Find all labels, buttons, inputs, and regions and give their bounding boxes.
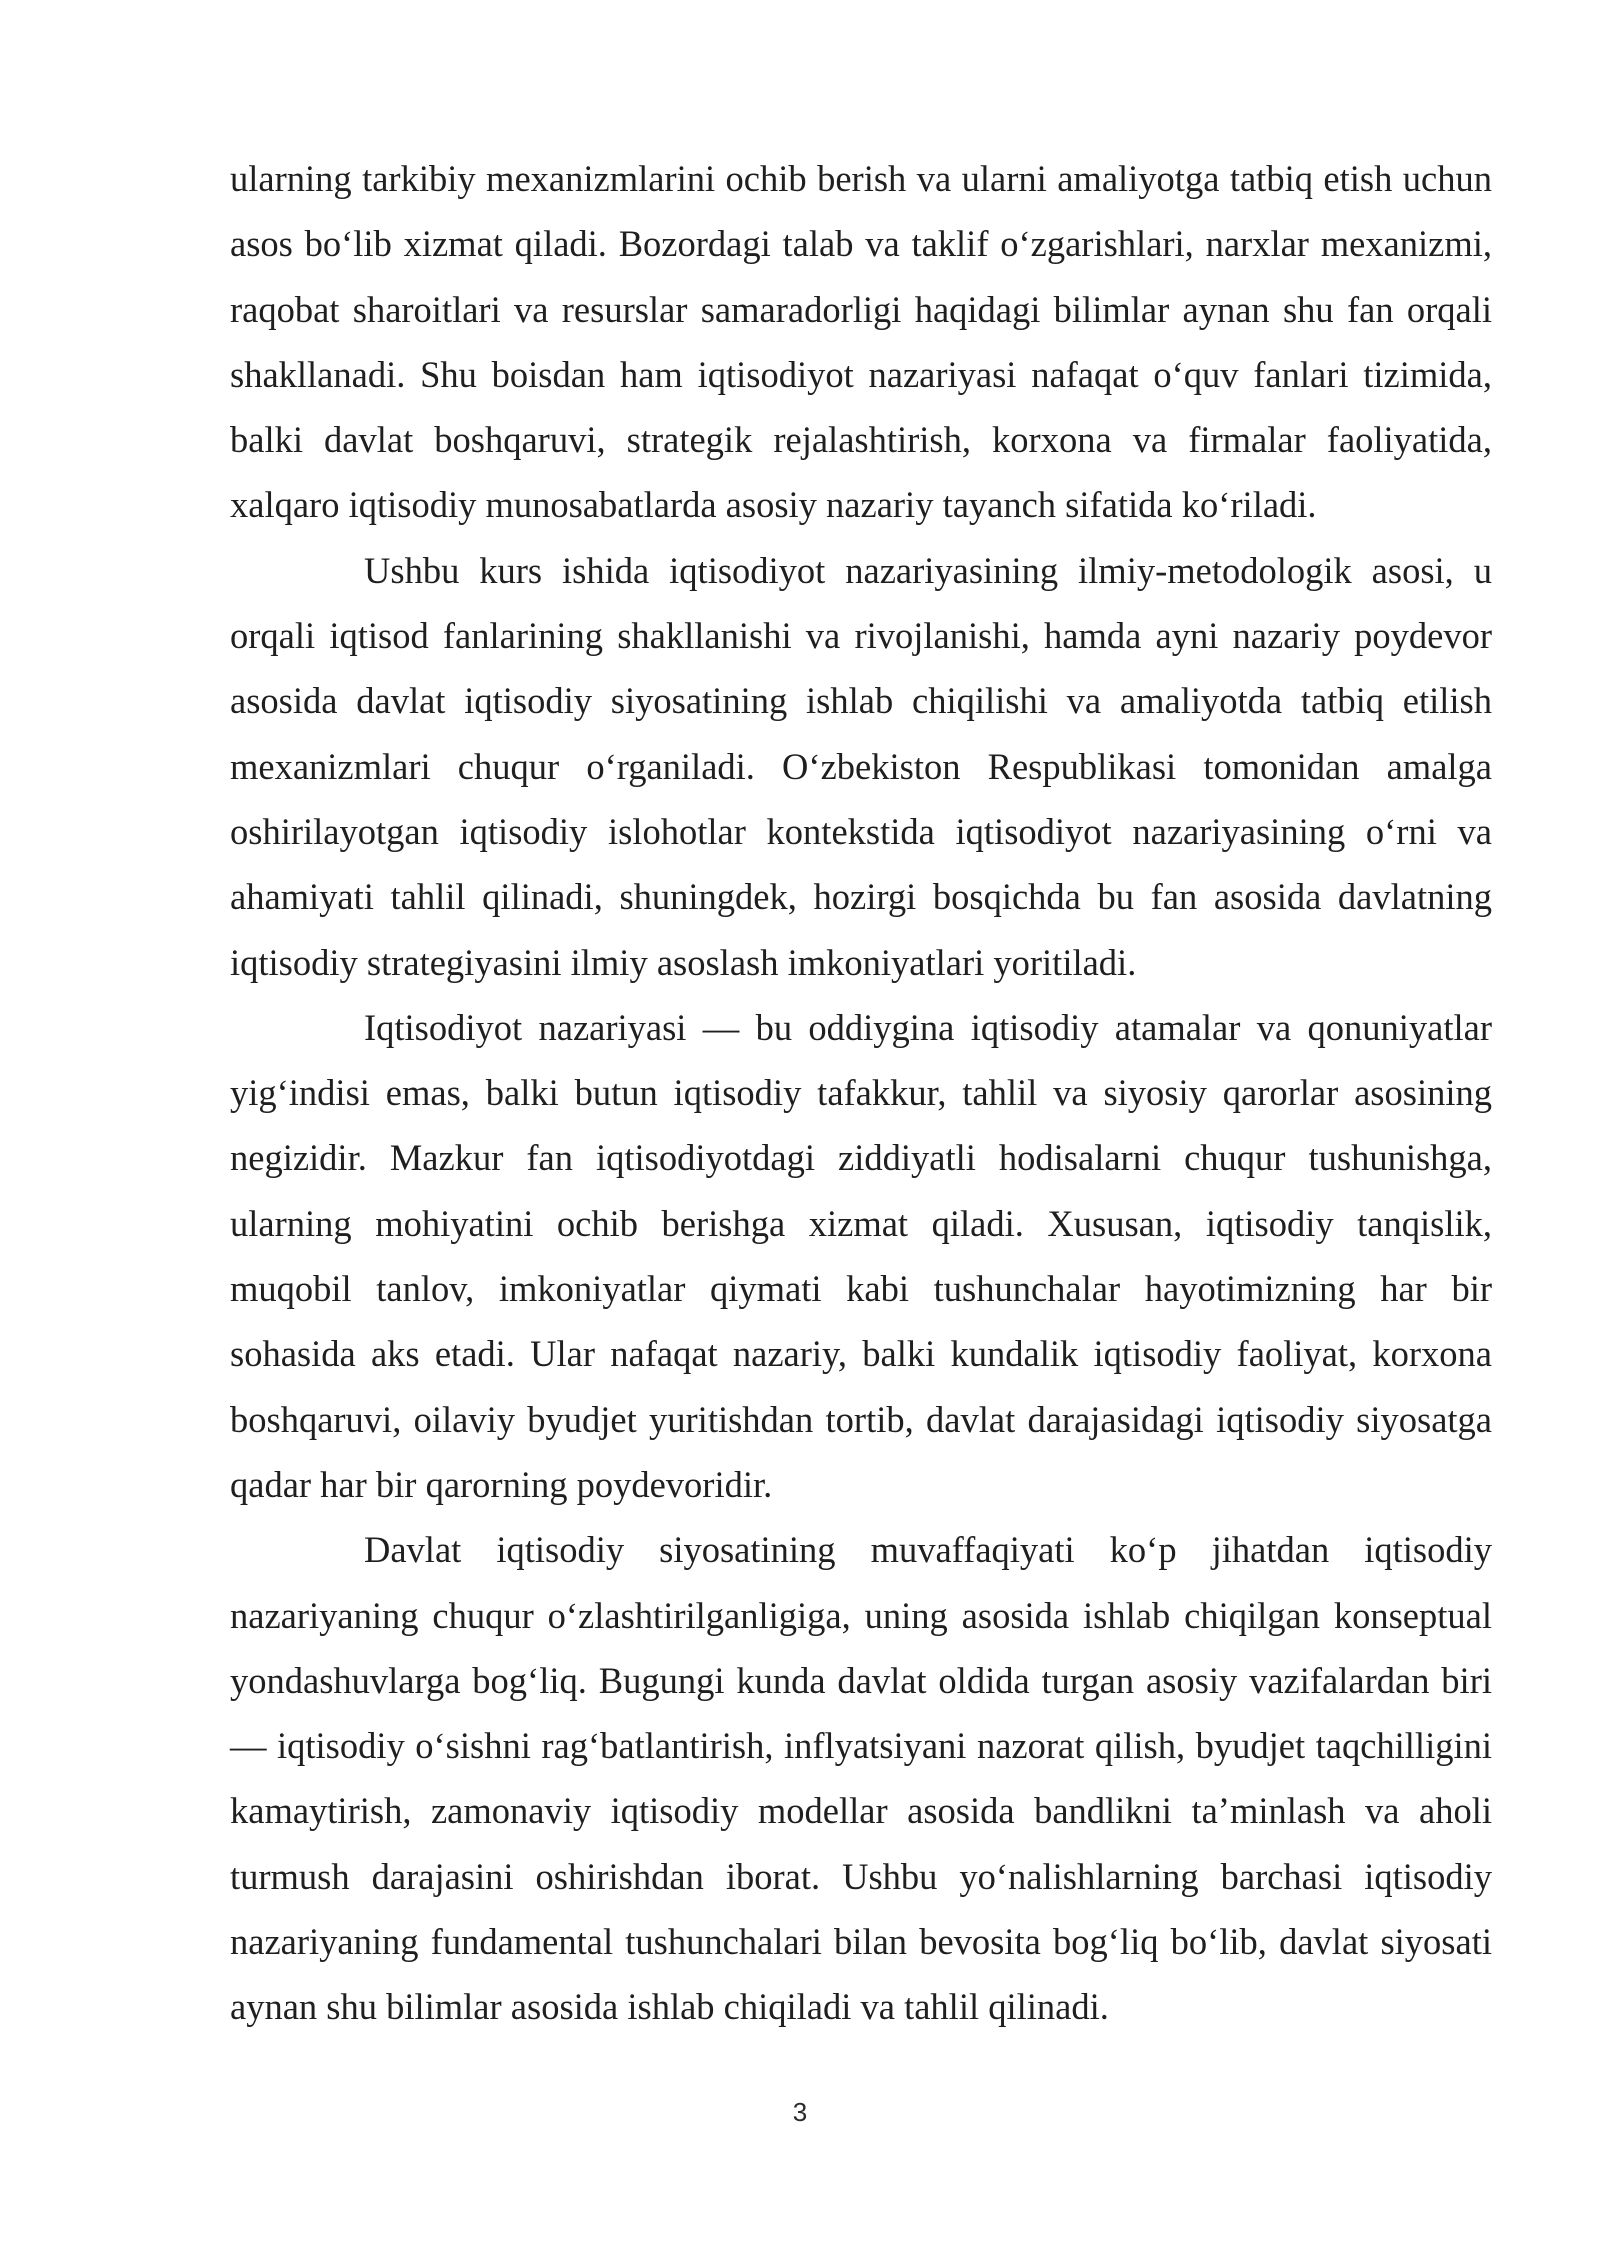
paragraph-course-work-scope: Ushbu kurs ishida iqtisodiyot nazariyasining ilmiy-metodologik asosi, u orqali iqtisod fanlarining shakllanishi va rivojlanishi, hamda ayni nazariy poydevor asosida davlat iqtisodiy siyosatining ishlab chiqilishi va amaliyotda tatbiq etilish mexanizmlari chuqur o‘rganiladi. O‘zbekiston Respublikasi tomonidan amalga oshirilayotgan iqtisodiy islohotlar kontekstida iqtisodiyot nazariyasining o‘rni va ahamiyati tahlil qilinadi, shuningdek, hozirgi bosqichda bu fan asosida davlatning iqtisodiy strategiyasini ilmiy asoslash imkoniyatlari yoritiladi.	[230, 549, 1492, 983]
page-number: 3	[792, 2097, 808, 2127]
paragraph-state-economic-policy: Davlat iqtisodiy siyosatining muvaffaqiyati ko‘p jihatdan iqtisodiy nazariyaning chuqur o‘zlashtirilganligiga, uning asosida ishlab chiqilgan konseptual yondashuvlarga bog‘liq. Bugungi kunda davlat oldida turgan asosiy vazifalardan biri — iqtisodiy o‘sishni rag‘batlantirish, inflyatsiyani nazorat qilish, byudjet taqchilligini kamaytirish, zamonaviy iqtisodiy modellar asosida bandlikni ta’minlash va aholi turmush darajasini oshirishdan iborat. Ushbu yo‘nalishlarning barchasi iqtisodiy nazariyaning fundamental tushunchalari bilan bevosita bog‘liq bo‘lib, davlat siyosati aynan shu bilimlar asosida ishlab chiqiladi va tahlil qilinadi.	[230, 1529, 1492, 2028]
body-text	[230, 146, 1492, 2040]
paragraph-economic-theory-definition: Iqtisodiyot nazariyasi — bu oddiygina iqtisodiy atamalar va qonuniyatlar yig‘indisi emas, balki butun iqtisodiy tafakkur, tahlil va siyosiy qarorlar asosining negizidir. Mazkur fan iqtisodiyotdagi ziddiyatli hodisalarni chuqur tushunishga, ularning mohiyatini ochib berishga xizmat qiladi. Xususan, iqtisodiy tanqislik, muqobil tanlov, imkoniyatlar qiymati kabi tushunchalar hayotimizning har bir sohasida aks etadi. Ular nafaqat nazariy, balki kundalik iqtisodiy faoliyat, korxona boshqaruvi, oilaviy byudjet yuritishdan tortib, davlat darajasidagi iqtisodiy siyosatga qadar har bir qarorning poydevoridir.	[230, 1006, 1492, 1505]
paragraph-continuation: ularning tarkibiy mexanizmlarini ochib berish va ularni amaliyotga tatbiq etish uchun asos bo‘lib xizmat qiladi. Bozordagi talab va taklif o‘zgarishlari, narxlar mexanizmi, raqobat sharoitlari va resurslar samaradorligi haqidagi bilimlar aynan shu fan orqali shakllanadi. Shu boisdan ham iqtisodiyot nazariyasi nafaqat o‘quv fanlari tizimida, balki davlat boshqaruvi, strategik rejalashtirish, korxona va firmalar faoliyatida, xalqaro iqtisodiy munosabatlarda asosiy nazariy tayanch sifatida ko‘riladi.	[230, 158, 1492, 526]
